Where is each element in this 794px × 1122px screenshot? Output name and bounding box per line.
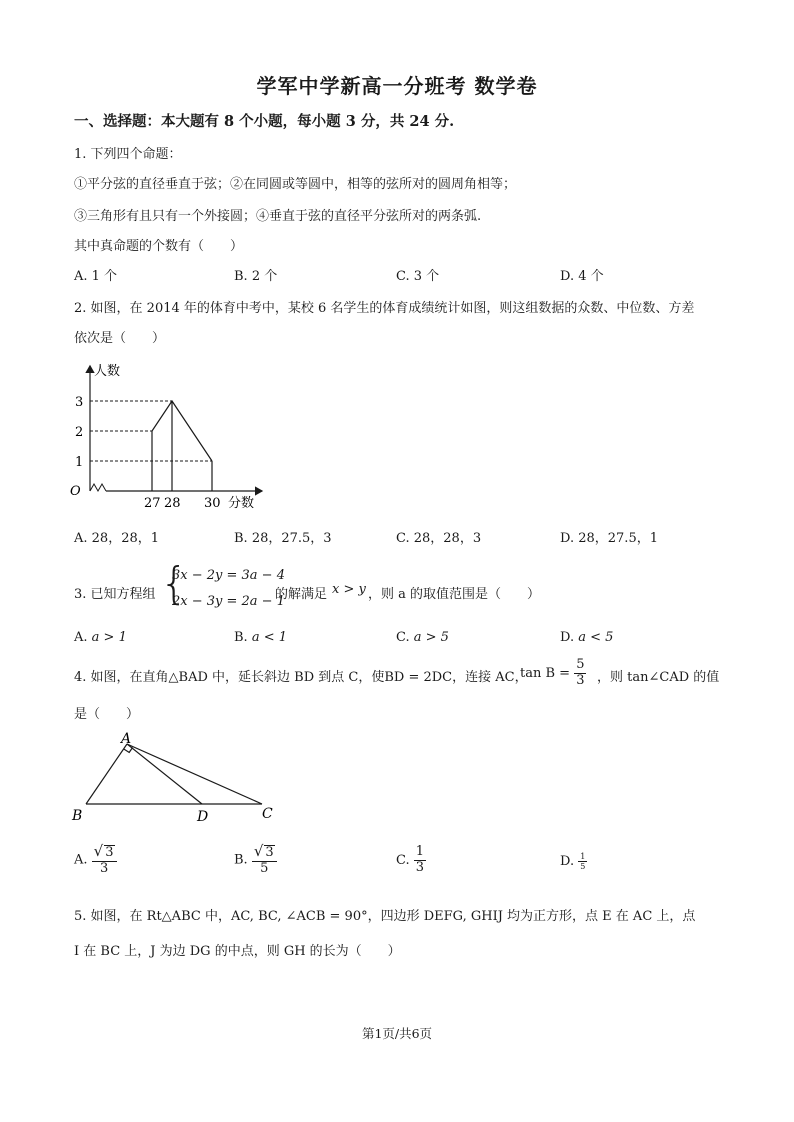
vertex-b-label: B [72, 808, 83, 824]
q5-stem-line2: I 在 BC 上，J 为边 DG 的中点，则 GH 的长为（ ） [74, 944, 401, 959]
q3-prefix: 3. 已知方程组 [74, 587, 156, 602]
q4-stem-a: 4. 如图，在直角△BAD 中，延长斜边 BD 到点 C，使BD = 2DC，连接 AC， [74, 670, 528, 685]
q5-stem-line1: 5. 如图，在 Rt△ABC 中，AC, BC, ∠ACB = 90°，四边形 DEFG, GHIJ 均为正方形，点 E 在 AC 上，点 [74, 909, 696, 924]
section-heading: 一、选择题：本大题有 8 个小题，每小题 3 分，共 24 分. [74, 113, 455, 130]
option-letter: A. [74, 630, 88, 645]
q3-option-b[interactable] [234, 630, 287, 645]
option-letter: B. [234, 630, 248, 645]
radicand: 3 [105, 845, 114, 860]
option-letter: C. [396, 630, 410, 645]
fraction-denominator: 3 [576, 672, 585, 688]
tan-b-fraction [574, 658, 586, 689]
q1-line1: ①平分弦的直径垂直于弦；②在同圆或等圆中，相等的弦所对的圆周角相等； [74, 177, 517, 192]
equation-brace: { [160, 558, 188, 609]
q4-option-b[interactable] [234, 843, 277, 877]
q3-option-d-text: a < 5 [578, 630, 614, 645]
y-tick-label-3: 3 [75, 395, 84, 410]
option-letter: C. [396, 852, 410, 868]
q3-option-c[interactable] [396, 630, 449, 645]
q1-option-c[interactable]: C. 3 个 [396, 269, 440, 284]
q4-option-d-fraction [578, 852, 587, 871]
fraction-denominator: 3 [415, 859, 425, 875]
x-tick-label-28: 28 [164, 496, 181, 511]
q2-stem-line1: 2. 如图，在 2014 年的体育中考中，某校 6 名学生的体育成绩统计如图，则这组数据的众数、中位数、方差 [74, 301, 695, 316]
fraction-numerator: 5 [576, 657, 585, 672]
q4-option-b-fraction: $\frac{√ 3}{5}$ [252, 843, 277, 877]
q3-option-c-text: a > 5 [413, 630, 449, 645]
fraction-denominator: 3 [99, 860, 109, 876]
page-title: 学军中学新高一分班考 数学卷 [256, 74, 538, 98]
q1-option-a[interactable]: A. 1 个 [74, 269, 118, 284]
series-line [152, 401, 212, 461]
vertex-d-label: D [197, 809, 209, 825]
option-letter: A. [74, 852, 88, 868]
q2-option-a[interactable]: A. 28，28，1 [74, 531, 160, 546]
q1-option-b[interactable]: B. 2 个 [234, 269, 278, 284]
triangle-figure [66, 730, 286, 826]
q1-option-d[interactable]: D. 4 个 [560, 269, 604, 284]
q3-option-d[interactable] [560, 630, 613, 645]
x-tick-label-30: 30 [204, 496, 221, 511]
q3-option-b-text: a < 1 [251, 630, 288, 645]
q4-option-c-fraction [414, 845, 426, 876]
q4-option-d[interactable] [560, 852, 587, 871]
vertex-a-label: A [121, 731, 132, 747]
option-letter: B. [234, 852, 248, 868]
origin-label: O [70, 484, 81, 499]
segment-ad [127, 744, 202, 804]
fraction-denominator: 5 [580, 862, 586, 872]
fraction-denominator: 5 [260, 860, 269, 876]
q2-stem-line2: 依次是（ ） [74, 331, 166, 346]
q3-condition: x > y [332, 582, 366, 597]
q1-line2: ③三角形有且只有一个外接圆；④垂直于弦的直径平分弦所对的两条弧. [74, 209, 482, 224]
q4-stem-line2: 是（ ） [74, 707, 140, 722]
q3-suffix: ，则 a 的取值范围是（ ） [368, 587, 541, 602]
q4-tan-b [520, 658, 586, 689]
q1-line3: 其中真命题的个数有（ ） [74, 239, 244, 254]
q3-equation-1: 3x − 2y = 3a − 4 [172, 568, 285, 583]
q2-option-b[interactable]: B. 28，27.5，3 [234, 531, 332, 546]
x-tick-label-27: 27 [144, 496, 161, 511]
y-tick-label-1: 1 [75, 455, 84, 470]
q4-stem-b: ，则 tan∠CAD 的值 [597, 670, 720, 685]
radicand: 3 [265, 845, 274, 860]
q3-middle-text: 的解满足 [275, 587, 328, 602]
option-letter: D. [560, 630, 575, 645]
score-frequency-chart [66, 358, 276, 516]
segment-ac [127, 744, 262, 804]
page-footer: 第1页/共6页 [361, 1026, 433, 1041]
fraction-numerator: 1 [415, 844, 425, 859]
q4-option-a[interactable] [74, 843, 117, 877]
right-angle-mark [124, 748, 133, 753]
tan-b-label: tan B = [520, 665, 571, 681]
x-axis-label: 分数 [228, 496, 255, 511]
q2-option-c[interactable]: C. 28，28，3 [396, 531, 482, 546]
q1-stem: 1. 下列四个命题： [74, 147, 182, 162]
vertex-c-label: C [262, 806, 273, 822]
segment-ab [86, 744, 127, 804]
y-axis-label: 人数 [94, 364, 121, 379]
q3-option-a[interactable] [74, 630, 127, 645]
q3-equation-2: 2x − 3y = 2a − 1 [172, 594, 285, 609]
q4-option-a-fraction: $\frac{√ 3}{3}$ [92, 843, 117, 877]
axis-break-mark [90, 484, 106, 491]
y-tick-label-2: 2 [75, 425, 84, 440]
q3-option-a-text: a > 1 [91, 630, 127, 645]
fraction-numerator: 1 [580, 852, 586, 861]
q4-option-c[interactable] [396, 845, 426, 876]
q2-option-d[interactable]: D. 28，27.5，1 [560, 531, 658, 546]
option-letter: D. [560, 854, 575, 870]
